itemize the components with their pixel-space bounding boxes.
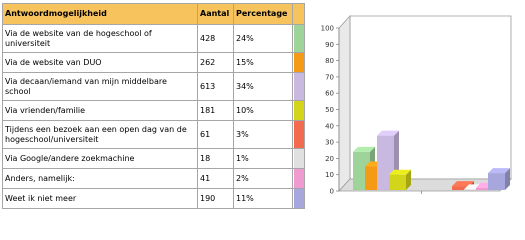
cell-option: Via de website van de hogeschool of universiteit: [3, 25, 198, 53]
chart-side-wall: [339, 16, 350, 191]
cell-option: Via vrienden/familie: [3, 101, 198, 121]
cell-percentage: 3%: [234, 121, 293, 149]
cell-option: Anders, namelijk:: [3, 169, 198, 189]
y-axis-tick-label: 30: [325, 138, 334, 147]
table-row: [3, 121, 305, 149]
cell-percentage: 10%: [234, 101, 293, 121]
color-swatch-cell: [293, 101, 305, 121]
cell-option: Via decaan/iemand van mijn middelbare school: [3, 73, 198, 101]
cell-count: 613: [198, 73, 234, 101]
cell-count: 181: [198, 101, 234, 121]
table-body: [3, 25, 305, 209]
results-table: [2, 3, 305, 209]
cell-percentage: 11%: [234, 189, 293, 209]
color-swatch: [294, 121, 304, 148]
color-swatch-cell: [293, 169, 305, 189]
color-swatch: [294, 169, 304, 188]
y-axis-tick-label: 20: [325, 154, 334, 163]
color-swatch-cell: [293, 73, 305, 101]
column-header-percentage: Percentage: [234, 4, 293, 25]
bar-chart-svg: [306, 3, 522, 198]
y-axis-tick-label: 0: [329, 187, 334, 196]
color-swatch: [294, 73, 304, 100]
bar: [488, 173, 505, 190]
cell-percentage: 24%: [234, 25, 293, 53]
cell-count: 41: [198, 169, 234, 189]
cell-percentage: 1%: [234, 149, 293, 169]
column-header-color: [293, 4, 305, 25]
color-swatch-cell: [293, 189, 305, 209]
table-row: [3, 149, 305, 169]
bar: [389, 175, 406, 190]
cell-count: 262: [198, 53, 234, 73]
cell-option: Weet ik niet meer: [3, 189, 198, 209]
table-row: [3, 189, 305, 209]
color-swatch-cell: [293, 149, 305, 169]
column-header-option: Antwoordmogelijkheid: [3, 4, 198, 25]
table-row: [3, 101, 305, 121]
cell-count: 61: [198, 121, 234, 149]
cell-percentage: 2%: [234, 169, 293, 189]
y-axis-tick-label: 40: [325, 122, 334, 131]
y-axis-tick-label: 50: [325, 106, 334, 114]
y-axis-tick-label: 100: [320, 24, 334, 33]
cell-count: 190: [198, 189, 234, 209]
cell-option: Via Google/andere zoekmachine: [3, 149, 198, 169]
color-swatch: [294, 189, 304, 208]
color-swatch-cell: [293, 25, 305, 53]
y-axis-tick-label: 60: [325, 89, 334, 98]
color-swatch: [294, 25, 304, 52]
y-axis-tick-label: 90: [325, 40, 334, 49]
table-row: [3, 73, 305, 101]
color-swatch-cell: [293, 53, 305, 73]
table-row: [3, 169, 305, 189]
table-header-row: [3, 4, 305, 25]
cell-percentage: 15%: [234, 53, 293, 73]
column-header-count: Aantal: [198, 4, 234, 25]
color-swatch: [294, 149, 304, 168]
bar-chart: [306, 3, 522, 198]
cell-option: Tijdens een bezoek aan een open dag van de hogeschool/universiteit: [3, 121, 198, 149]
color-swatch: [294, 53, 304, 72]
color-swatch-cell: [293, 121, 305, 149]
cell-option: Via de website van DUO: [3, 53, 198, 73]
cell-percentage: 34%: [234, 73, 293, 101]
y-axis-tick-label: 10: [325, 171, 334, 180]
results-table-container: [2, 3, 305, 209]
cell-count: 18: [198, 149, 234, 169]
color-swatch: [294, 101, 304, 120]
table-row: [3, 25, 305, 53]
y-axis-tick-label: 80: [325, 57, 334, 66]
y-axis-tick-label: 70: [325, 73, 334, 82]
cell-count: 428: [198, 25, 234, 53]
table-row: [3, 53, 305, 73]
